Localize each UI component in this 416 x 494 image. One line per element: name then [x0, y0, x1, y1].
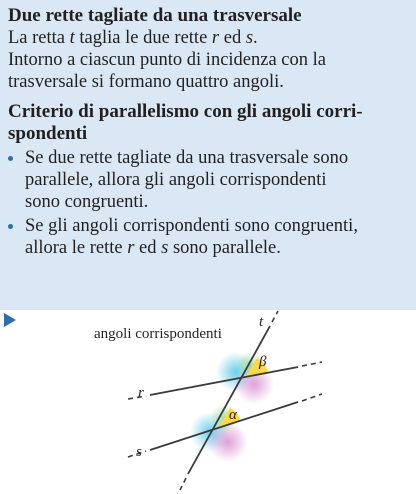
angle-alpha-label: α — [229, 407, 237, 423]
text-run: La retta — [8, 28, 70, 48]
label-t: t — [259, 314, 264, 330]
figure — [0, 310, 416, 494]
intro-line-3: trasversale si formano quattro angoli. — [8, 72, 284, 92]
criterion-title-line-2: spondenti — [8, 123, 88, 144]
bullet-2-line-2 — [25, 238, 281, 258]
criterion-title-line-1: Criterio di parallelismo con gli angoli corri- — [8, 101, 363, 122]
section-title: Due rette tagliate da una trasversale — [8, 5, 302, 26]
intro-line-1 — [8, 27, 410, 49]
intro-line-2: Intorno a ciascun punto di incidenza con la — [8, 50, 326, 70]
criterion-list — [8, 147, 410, 259]
bullet-icon — [8, 156, 13, 161]
label-s: s — [136, 444, 142, 460]
line-label-s: s — [161, 238, 169, 258]
line-label-r: r — [211, 28, 220, 48]
figure-caption: angoli corrispondenti — [94, 326, 222, 342]
transversal-diagram — [0, 310, 416, 494]
text-run: taglia le due rette — [74, 28, 212, 48]
text-run: ed — [219, 28, 246, 48]
text-run: allora le rette — [25, 238, 128, 258]
line-label-s: s — [245, 28, 254, 48]
text-run: . — [253, 28, 258, 48]
line-label-r: r — [127, 238, 135, 258]
bullet-2-line-1: Se gli angoli corrispondenti sono congruenti, — [25, 216, 358, 236]
label-r: r — [138, 385, 144, 401]
angle-beta-label: β — [259, 354, 267, 370]
line-label-t: t — [69, 28, 75, 48]
bullet-1-line-3: sono congruenti. — [25, 192, 149, 212]
list-item — [8, 147, 410, 213]
criterion-title — [8, 101, 410, 145]
bullet-icon — [8, 224, 13, 229]
text-run: sono parallele. — [168, 238, 281, 258]
list-item — [8, 215, 410, 259]
bullet-1-line-2: parallele, allora gli angoli corrispondenti — [25, 170, 327, 190]
text-run: ed — [134, 238, 162, 258]
bullet-1-line-1: Se due rette tagliate da una trasversale sono — [25, 148, 349, 168]
